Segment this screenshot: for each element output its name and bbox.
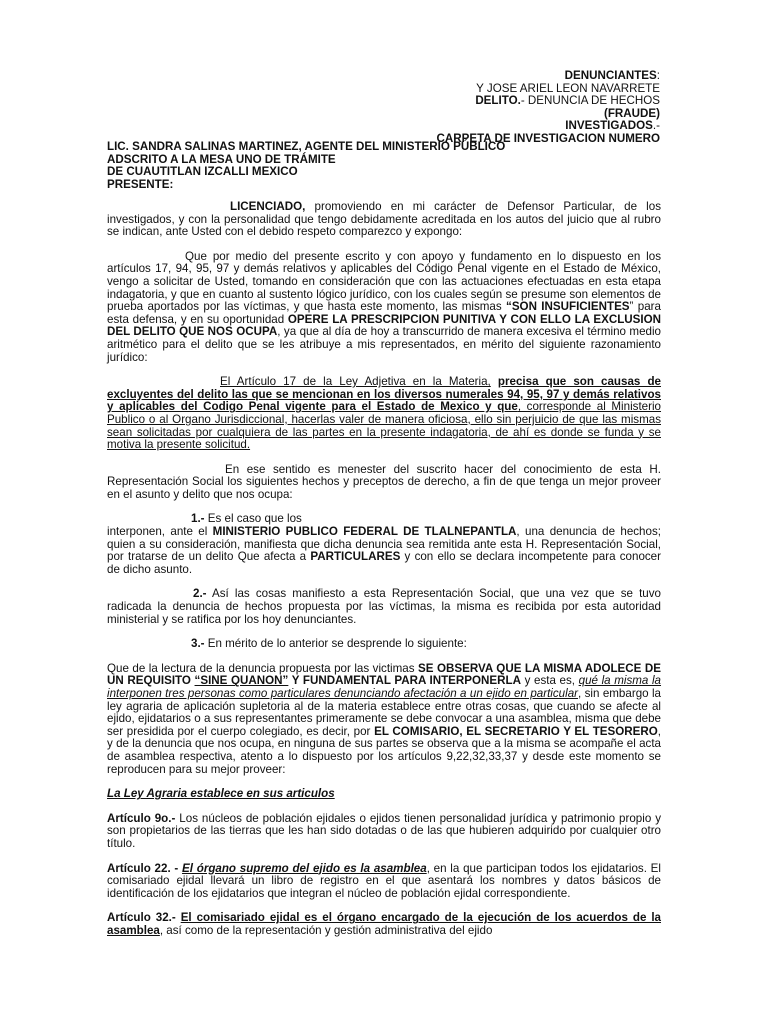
intro-paragraph: LICENCIADO, promoviendo en mi carácter de Defensor Particular, de los investigados, y con la personalidad que tengo debidamente acreditada en los autos del juicio que al rubro se indican, ante Usted con el debido respeto comparezco y expongo: <box>107 200 661 239</box>
addressee-line: LIC. SANDRA SALINAS MARTINEZ, AGENTE DEL MINISTERIO PÚBLICO <box>107 140 506 153</box>
item-3: 3.- En mérito de lo anterior se desprende lo siguiente: <box>191 637 467 651</box>
item-1 <box>107 513 661 576</box>
paragraph-request: Que por medio del presente escrito y con apoyo y fundamento en lo dispuesto en los artículos 17, 94, 95, 97 y demás relativos y aplicables del Código Penal vigente en el Estado de México, vengo a solicitar de Usted, tomando en consideración que con las actuaciones efectuadas en esta etapa indagatoria, y que en cuanto al sustento lógico jurídico, con los cuales según se presume son elementos de prueba aportados por las víctimas, y que hasta este momento, las mismas “SON INSUFICIENTES” para esta defensa, y en su oportunidad OPERE LA PRESCRIPCION PUNITIVA Y CON ELLO LA EXCLUSION DEL DELITO QUE NOS OCUPA, ya que al día de hoy a transcurrido de manera excesiva el término medio aritmético para el delito que se les atribuye a mis representados, en mérito del siguiente razonamiento jurídico: <box>107 249 661 364</box>
header-denunciantes: DENUNCIANTES: <box>564 69 660 82</box>
item-1-text: interponen, ante el MINISTERIO PUBLICO FEDERAL DE TLALNEPANTLA, una denuncia de hechos; quien a su consideración, manifiesta que dicha denuncia sea remitida ante esta H. Representación Social, por tratarse de un delito Que afecta a PARTICULARES y con ello se declara incompetente para conocer de dicho asunto. <box>107 525 661 576</box>
header-carpeta: CARPETA DE INVESTIGACION NUMERO <box>436 131 660 145</box>
document-body <box>107 201 661 938</box>
article-22: Artículo 22. - El órgano supremo del ejido es la asamblea, en la que participan todos los ejidatarios. El comisariado ejidal llevará un libro de registro en el que asentará los nombres y datos básicos de identificación de los ejidatarios que integran el núcleo de población ejidal correspondiente. <box>107 861 661 900</box>
header-delito: DELITO.- DENUNCIA DE HECHOS <box>475 94 660 108</box>
addressee-block <box>107 141 667 191</box>
header-fraude: (FRAUDE) <box>603 106 660 120</box>
header-name: Y JOSE ARIEL LEON NAVARRETE <box>476 81 660 95</box>
addressee-line: PRESENTE: <box>107 177 174 191</box>
article-32: Artículo 32.- El comisariado ejidal es el órgano encargado de la ejecución de los acuerdos de la asamblea, así como de la representación y gestión administrativa del ejido <box>107 911 661 937</box>
addressee-line: DE CUAUTITLAN IZCALLI MEXICO <box>107 165 298 179</box>
case-header <box>0 70 660 146</box>
section-heading-ley-agraria: La Ley Agraria establece en sus articulos <box>107 787 335 801</box>
item-1-line: 1.- Es el caso que los <box>191 512 302 526</box>
paragraph-requirement: Que de la lectura de la denuncia propuesta por las victimas SE OBSERVA QUE LA MISMA ADOLECE DE UN REQUISITO “SINE QUANON” Y FUNDAMENTAL PARA INTERPONERLA y esta es, qué la misma la interponen tres personas como particulares denunciando afectación a un ejido en particular, sin embargo la ley agraria de aplicación supletoria al de la materia establece entre otras cosas, que cuando se afecte al ejido, ejidatarios o a sus representantes primeramente se debe convocar a una asamblea, misma que debe ser presidida por el cuerpo colegiado, es decir, por EL COMISARIO, EL SECRETARIO Y EL TESORERO, y de la denuncia que nos ocupa, en ninguna de sus partes se observa que a la misma se acompañe el acta de asamblea respectiva, atento a lo dispuesto por los artículos 9,22,32,33,37 y desde este momento se reproducen para su mejor proveer: <box>107 661 662 776</box>
addressee-line: ADSCRITO A LA MESA UNO DE TRÁMITE <box>107 152 336 166</box>
paragraph-facts-intro: En ese sentido es menester del suscrito hacer del conocimiento de esta H. Representación Social los siguientes hechos y preceptos de derecho, a fin de que tenga un mejor proveer en el asunto y delito que nos ocupa: <box>107 462 661 501</box>
paragraph-article-17: El Artículo 17 de la Ley Adjetiva en la Materia, precisa que son causas de excluyentes del delito las que se mencionan en los diversos numerales 94, 95, 97 y demás relativos y aplicables del Codigo Penal vigente para el Estado de Mexico y que, corresponde al Ministerio Publico o al Organo Jurisdiccional, hacerlas valer de manera oficiosa, ello sin perjuicio de que las mismas sean solicitadas por cualquiera de las partes en la presente indagatoria, de ahí es donde se funda y se motiva la presente solicitud. <box>107 375 662 452</box>
item-2: 2.- Así las cosas manifiesto a esta Representación Social, que una vez que se tuvo radicada la denuncia de hechos propuesta por las víctimas, la misma es recibida por esta autoridad ministerial y se ratifica por los hoy denunciantes. <box>107 587 661 626</box>
header-investigados: INVESTIGADOS.- <box>565 119 660 133</box>
article-9: Artículo 9o.- Los núcleos de población ejidales o ejidos tienen personalidad jurídica y patrimonio propio y son propietarios de las tierras que les han sido dotadas o de las que hubieren adquirido por cualquier otro título. <box>107 811 661 850</box>
